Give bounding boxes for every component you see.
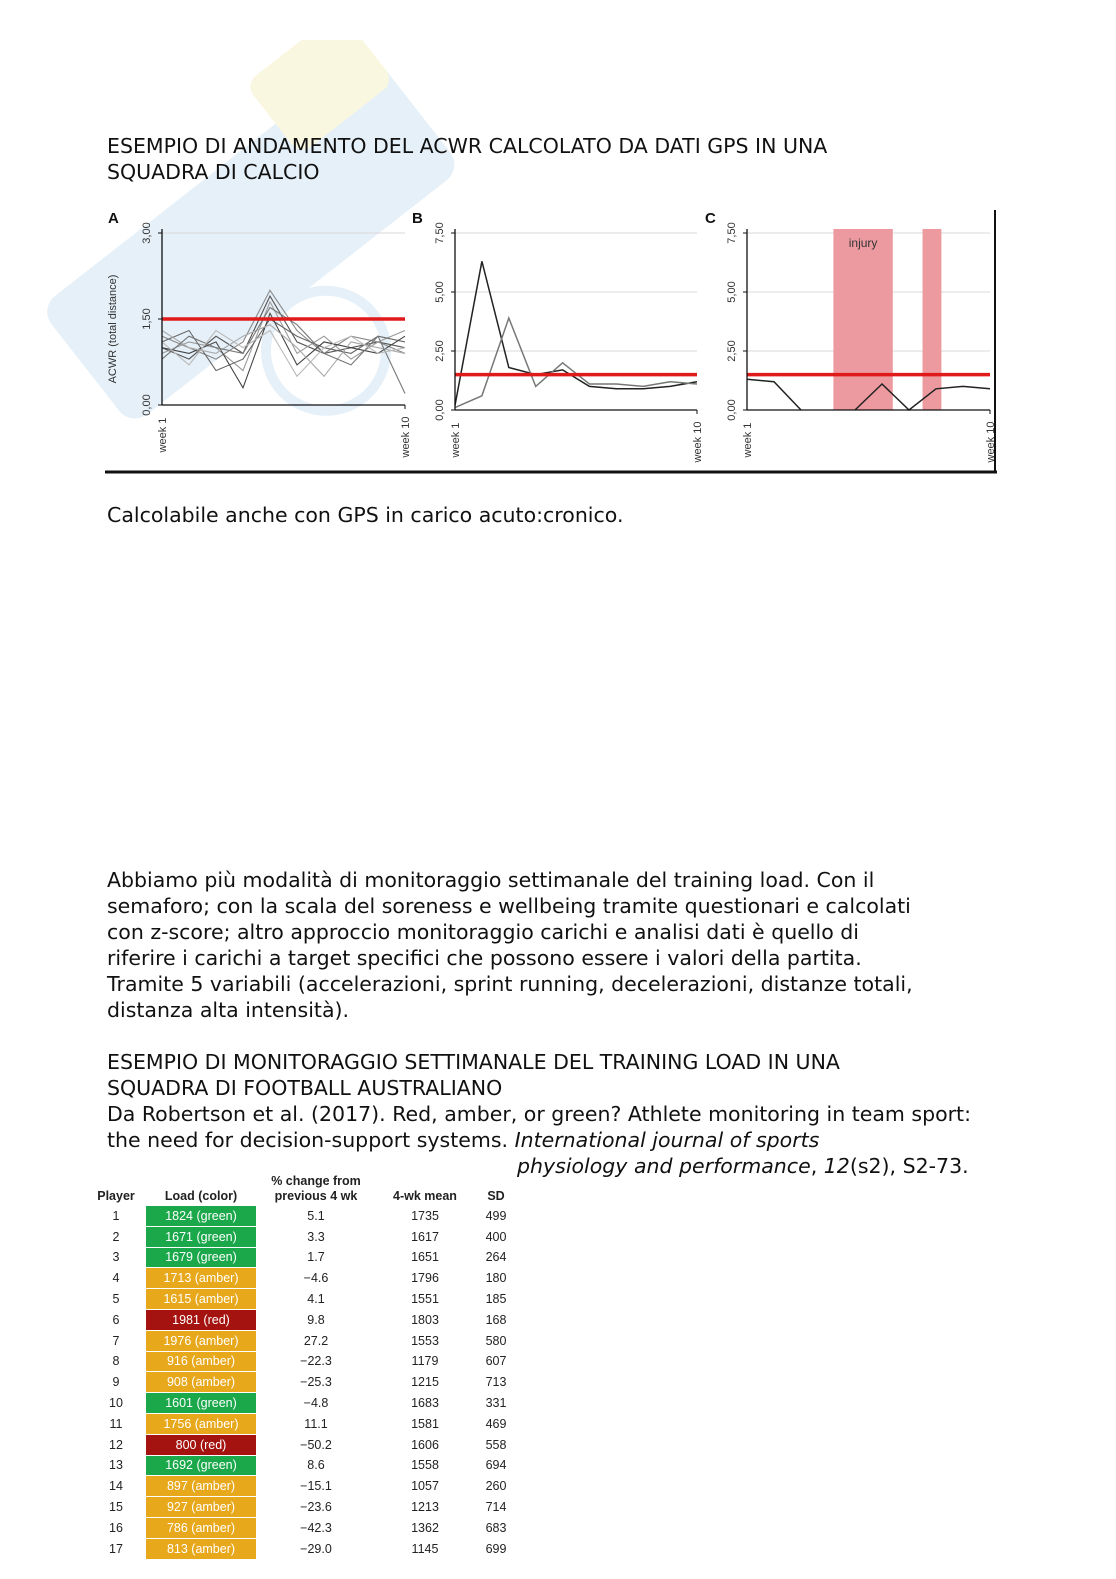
header-pct-line2: previous 4 wk bbox=[274, 1189, 358, 1203]
citation-volume: 12 bbox=[823, 1154, 850, 1178]
citation-journal-cont: physiology and performance bbox=[517, 1154, 811, 1178]
cell-mean: 1179 bbox=[376, 1351, 474, 1372]
cell-sd: 713 bbox=[474, 1372, 518, 1393]
table-row bbox=[86, 1268, 518, 1289]
header-sd: SD bbox=[487, 1189, 505, 1203]
header-pct-line1: % change from bbox=[271, 1174, 361, 1188]
y-tick-label: 3,00 bbox=[141, 222, 153, 244]
cell-player: 4 bbox=[86, 1268, 146, 1289]
y-tick-label: 5,00 bbox=[726, 281, 738, 303]
paragraph-monitoring bbox=[107, 867, 997, 1023]
y-tick-label: 7,50 bbox=[434, 222, 446, 244]
cell-sd: 264 bbox=[474, 1247, 518, 1268]
cell-mean: 1735 bbox=[376, 1206, 474, 1226]
cell-sd: 400 bbox=[474, 1226, 518, 1247]
cell-pct-change: −4.6 bbox=[256, 1268, 376, 1289]
table-row bbox=[86, 1309, 518, 1330]
y-tick-label: 0,00 bbox=[726, 399, 738, 421]
y-tick-label: 0,00 bbox=[434, 399, 446, 421]
cell-load: 1671 (green) bbox=[146, 1226, 256, 1247]
cell-player: 17 bbox=[86, 1538, 146, 1559]
table-row bbox=[86, 1226, 518, 1247]
cell-mean: 1617 bbox=[376, 1226, 474, 1247]
cell-mean: 1803 bbox=[376, 1309, 474, 1330]
cell-sd: 558 bbox=[474, 1434, 518, 1455]
cell-mean: 1057 bbox=[376, 1476, 474, 1497]
cell-sd: 714 bbox=[474, 1497, 518, 1518]
cell-pct-change: 4.1 bbox=[256, 1289, 376, 1310]
cell-load: 1615 (amber) bbox=[146, 1289, 256, 1310]
cell-pct-change: 9.8 bbox=[256, 1309, 376, 1330]
citation-continued bbox=[517, 1153, 987, 1179]
cell-sd: 683 bbox=[474, 1517, 518, 1538]
y-tick-label: 7,50 bbox=[726, 222, 738, 244]
cell-player: 16 bbox=[86, 1517, 146, 1538]
cell-player: 13 bbox=[86, 1455, 146, 1476]
cell-pct-change: −29.0 bbox=[256, 1538, 376, 1559]
paragraph-line: riferire i carichi a target specifici che possono essere i valori della partita. bbox=[107, 946, 862, 970]
acwr-figure bbox=[100, 205, 1000, 477]
cell-pct-change: 1.7 bbox=[256, 1247, 376, 1268]
cell-sd: 331 bbox=[474, 1393, 518, 1414]
cell-load: 916 (amber) bbox=[146, 1351, 256, 1372]
cell-load: 786 (amber) bbox=[146, 1517, 256, 1538]
cell-player: 14 bbox=[86, 1476, 146, 1497]
cell-pct-change: −50.2 bbox=[256, 1434, 376, 1455]
panel-label: C bbox=[705, 210, 716, 227]
cell-player: 15 bbox=[86, 1497, 146, 1518]
y-tick-label: 1,50 bbox=[141, 308, 153, 330]
cell-sd: 469 bbox=[474, 1413, 518, 1434]
cell-sd: 260 bbox=[474, 1476, 518, 1497]
paragraph-gps: Calcolabile anche con GPS in carico acuto:cronico. bbox=[107, 503, 624, 527]
cell-load: 1679 (green) bbox=[146, 1247, 256, 1268]
cell-mean: 1362 bbox=[376, 1517, 474, 1538]
cell-sd: 168 bbox=[474, 1309, 518, 1330]
cell-player: 8 bbox=[86, 1351, 146, 1372]
cell-load: 1713 (amber) bbox=[146, 1268, 256, 1289]
injury-band bbox=[833, 229, 892, 410]
cell-sd: 607 bbox=[474, 1351, 518, 1372]
citation-sep: , bbox=[810, 1154, 824, 1178]
series-line bbox=[455, 318, 697, 408]
header-mean: 4-wk mean bbox=[393, 1189, 457, 1203]
cell-pct-change: 3.3 bbox=[256, 1226, 376, 1247]
injury-label: injury bbox=[848, 236, 878, 250]
section1-heading-line1: ESEMPIO DI ANDAMENTO DEL ACWR CALCOLATO DA DATI GPS IN UNA bbox=[107, 134, 828, 158]
x-tick-label: week 1 bbox=[742, 422, 754, 458]
table-row bbox=[86, 1330, 518, 1351]
cell-load: 1692 (green) bbox=[146, 1455, 256, 1476]
cell-mean: 1606 bbox=[376, 1434, 474, 1455]
cell-mean: 1558 bbox=[376, 1455, 474, 1476]
x-tick-label: week 1 bbox=[157, 417, 169, 453]
cell-load: 908 (amber) bbox=[146, 1372, 256, 1393]
cell-load: 1824 (green) bbox=[146, 1206, 256, 1226]
paragraph-line: Tramite 5 variabili (accelerazioni, sprint running, decelerazioni, distanze totali, bbox=[107, 972, 913, 996]
cell-pct-change: 27.2 bbox=[256, 1330, 376, 1351]
cell-sd: 580 bbox=[474, 1330, 518, 1351]
cell-pct-change: 5.1 bbox=[256, 1206, 376, 1226]
cell-player: 5 bbox=[86, 1289, 146, 1310]
cell-pct-change: −22.3 bbox=[256, 1351, 376, 1372]
y-axis-label: ACWR (total distance) bbox=[107, 274, 119, 384]
injury-band bbox=[923, 229, 942, 410]
cell-mean: 1551 bbox=[376, 1289, 474, 1310]
series-line bbox=[162, 331, 405, 377]
table-row bbox=[86, 1413, 518, 1434]
cell-sd: 699 bbox=[474, 1538, 518, 1559]
cell-player: 11 bbox=[86, 1413, 146, 1434]
x-tick-label: week 10 bbox=[400, 416, 412, 458]
panel-b bbox=[412, 210, 704, 463]
cell-load: 813 (amber) bbox=[146, 1538, 256, 1559]
cell-player: 1 bbox=[86, 1206, 146, 1226]
y-tick-label: 2,50 bbox=[434, 340, 446, 362]
x-tick-label: week 1 bbox=[450, 422, 462, 458]
table-body bbox=[86, 1206, 518, 1559]
table-row bbox=[86, 1289, 518, 1310]
cell-mean: 1145 bbox=[376, 1538, 474, 1559]
cell-player: 6 bbox=[86, 1309, 146, 1330]
table-row bbox=[86, 1538, 518, 1559]
paragraph-line: con z-score; altro approccio monitoraggio carichi e analisi dati è quello di bbox=[107, 920, 859, 944]
table-row bbox=[86, 1517, 518, 1538]
y-tick-label: 2,50 bbox=[726, 340, 738, 362]
header-player: Player bbox=[97, 1189, 135, 1203]
panel-a bbox=[107, 210, 412, 458]
cell-mean: 1796 bbox=[376, 1268, 474, 1289]
paragraph-line: Abbiamo più modalità di monitoraggio settimanale del training load. Con il bbox=[107, 868, 875, 892]
header-pct-change bbox=[256, 1174, 376, 1206]
cell-mean: 1553 bbox=[376, 1330, 474, 1351]
cell-mean: 1651 bbox=[376, 1247, 474, 1268]
panel-label: A bbox=[108, 210, 119, 227]
section2-heading-line1: ESEMPIO DI MONITORAGGIO SETTIMANALE DEL TRAINING LOAD IN UNA bbox=[107, 1050, 840, 1074]
panel-c bbox=[705, 210, 997, 463]
cell-player: 2 bbox=[86, 1226, 146, 1247]
section2-heading bbox=[107, 1049, 840, 1101]
table-row bbox=[86, 1455, 518, 1476]
section2-heading-line2: SQUADRA DI FOOTBALL AUSTRALIANO bbox=[107, 1076, 503, 1100]
paragraph-line: distanza alta intensità). bbox=[107, 998, 350, 1022]
table-row bbox=[86, 1206, 518, 1226]
cell-load: 1756 (amber) bbox=[146, 1413, 256, 1434]
table-row bbox=[86, 1351, 518, 1372]
table-row bbox=[86, 1393, 518, 1414]
cell-pct-change: −25.3 bbox=[256, 1372, 376, 1393]
citation bbox=[107, 1101, 987, 1153]
y-tick-label: 5,00 bbox=[434, 281, 446, 303]
training-load-table bbox=[86, 1174, 518, 1560]
table-row bbox=[86, 1476, 518, 1497]
cell-sd: 499 bbox=[474, 1206, 518, 1226]
cell-load: 1981 (red) bbox=[146, 1309, 256, 1330]
table-row bbox=[86, 1434, 518, 1455]
cell-load: 800 (red) bbox=[146, 1434, 256, 1455]
cell-sd: 185 bbox=[474, 1289, 518, 1310]
cell-pct-change: −4.8 bbox=[256, 1393, 376, 1414]
section1-heading bbox=[107, 133, 827, 185]
table-row bbox=[86, 1497, 518, 1518]
cell-player: 10 bbox=[86, 1393, 146, 1414]
cell-load: 1601 (green) bbox=[146, 1393, 256, 1414]
table-row bbox=[86, 1247, 518, 1268]
header-load: Load (color) bbox=[164, 1189, 238, 1203]
cell-player: 12 bbox=[86, 1434, 146, 1455]
cell-pct-change: −15.1 bbox=[256, 1476, 376, 1497]
cell-mean: 1213 bbox=[376, 1497, 474, 1518]
cell-pct-change: −23.6 bbox=[256, 1497, 376, 1518]
cell-player: 9 bbox=[86, 1372, 146, 1393]
x-tick-label: week 10 bbox=[985, 421, 997, 463]
cell-mean: 1215 bbox=[376, 1372, 474, 1393]
cell-player: 7 bbox=[86, 1330, 146, 1351]
panel-label: B bbox=[412, 210, 423, 227]
cell-sd: 180 bbox=[474, 1268, 518, 1289]
cell-player: 3 bbox=[86, 1247, 146, 1268]
cell-load: 897 (amber) bbox=[146, 1476, 256, 1497]
citation-issue-pages: (s2), S2-73. bbox=[849, 1154, 969, 1178]
cell-pct-change: −42.3 bbox=[256, 1517, 376, 1538]
cell-mean: 1581 bbox=[376, 1413, 474, 1434]
cell-pct-change: 8.6 bbox=[256, 1455, 376, 1476]
section1-heading-line2: SQUADRA DI CALCIO bbox=[107, 160, 320, 184]
table-header-row bbox=[86, 1174, 518, 1206]
citation-text: Da Robertson et al. (2017). Red, amber, or green? Athlete monitoring in team sport: the need for decision-support systems. bbox=[107, 1102, 972, 1152]
cell-sd: 694 bbox=[474, 1455, 518, 1476]
cell-pct-change: 11.1 bbox=[256, 1413, 376, 1434]
cell-load: 927 (amber) bbox=[146, 1497, 256, 1518]
cell-load: 1976 (amber) bbox=[146, 1330, 256, 1351]
citation-journal: International journal of sports bbox=[514, 1128, 820, 1152]
table-row bbox=[86, 1372, 518, 1393]
x-tick-label: week 10 bbox=[692, 421, 704, 463]
paragraph-line: semaforo; con la scala del soreness e wellbeing tramite questionari e calcolati bbox=[107, 894, 911, 918]
cell-mean: 1683 bbox=[376, 1393, 474, 1414]
y-tick-label: 0,00 bbox=[141, 394, 153, 416]
